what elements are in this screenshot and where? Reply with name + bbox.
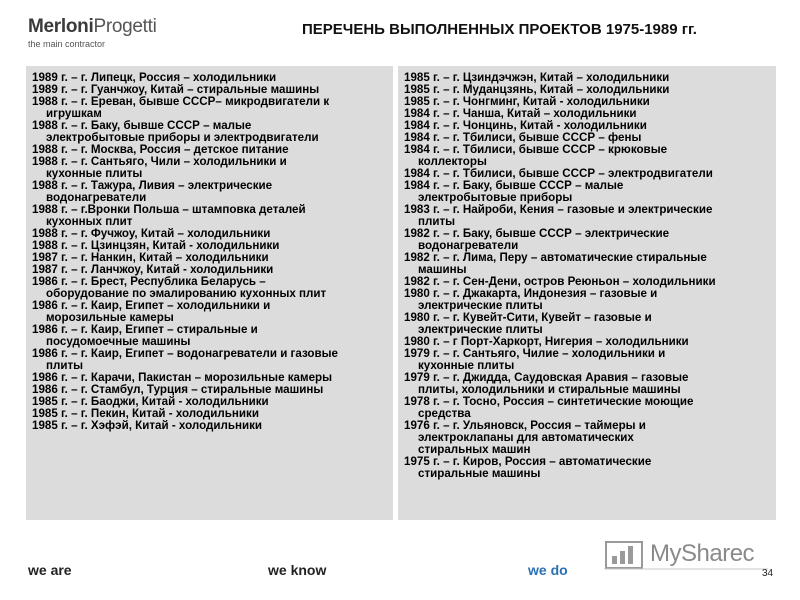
project-item: 1980 г. – г Порт-Харкорт, Нигерия – холодильники bbox=[404, 335, 689, 348]
project-item: 1984 г. – г. Баку, бывше СССР – малые электробытовые приборы bbox=[404, 179, 624, 204]
project-item: 1986 г. – г. Стамбул, Турция – стиральные машины bbox=[32, 383, 324, 396]
projects-panel-right bbox=[398, 66, 776, 520]
project-item: 1988 г. – г.Вронки Польша – штамповка деталей кухонных плит bbox=[32, 203, 306, 228]
footer-we-are: we are bbox=[28, 562, 72, 578]
projects-panel-left bbox=[26, 66, 393, 520]
project-item: 1976 г. – г. Ульяновск, Россия – таймеры и электроклапаны для автоматических стиральных машин bbox=[404, 419, 646, 456]
project-item: 1982 г. – г. Сен-Дени, остров Реюньон – холодильники bbox=[404, 275, 716, 288]
logo-word-progetti: Progetti bbox=[93, 16, 157, 37]
project-item: 1982 г. – г. Баку, бывше СССР – электрические водонагреватели bbox=[404, 227, 670, 252]
project-item: 1979 г. – г. Сантьяго, Чилие – холодильники и кухонные плиты bbox=[404, 347, 666, 372]
project-item: 1984 г. – г. Тбилиси, бывше СССР – крюковые коллекторы bbox=[404, 143, 668, 168]
project-item: 1985 г. – г. Муданцзянь, Китай – холодильники bbox=[404, 83, 670, 96]
project-item: 1984 г. – г. Тбилиси, бывше СССР – фены bbox=[404, 131, 642, 144]
project-item: 1984 г. – г. Чонцинь, Китай - холодильники bbox=[404, 119, 647, 132]
project-item: 1985 г. – г. Чонгминг, Китай - холодильники bbox=[404, 95, 650, 108]
company-logo bbox=[28, 16, 157, 49]
project-item: 1988 г. – г. Фучжоу, Китай – холодильники bbox=[32, 227, 271, 240]
project-item: 1986 г. – г. Карачи, Пакистан – морозильные камеры bbox=[32, 371, 333, 384]
project-item: 1986 г. – г. Каир, Египет – водонагреватели и газовые плиты bbox=[32, 347, 338, 372]
watermark-text: MySharec bbox=[650, 540, 755, 567]
project-item: 1988 г. – г. Тажура, Ливия – электрические водонагреватели bbox=[32, 179, 273, 204]
page-title: ПЕРЕЧЕНЬ ВЫПОЛНЕННЫХ ПРОЕКТОВ 1975-1989 гг. bbox=[302, 21, 697, 38]
project-item: 1989 г. – г. Гуанчжоу, Китай – стиральные машины bbox=[32, 83, 320, 96]
project-item: 1982 г. – г. Лима, Перу – автоматические стиральные машины bbox=[404, 251, 707, 276]
project-item: 1978 г. – г. Тосно, Россия – синтетические моющие средства bbox=[404, 395, 694, 420]
logo-tagline: the main contractor bbox=[28, 39, 106, 49]
project-item: 1975 г. – г. Киров, Россия – автоматические стиральные машины bbox=[404, 455, 652, 480]
project-item: 1986 г. – г. Брест, Республика Беларусь – оборудование по эмалированию кухонных плит bbox=[32, 275, 327, 300]
project-item: 1984 г. – г. Тбилиси, бывше СССР – электродвигатели bbox=[404, 167, 713, 180]
project-item: 1988 г. – г. Баку, бывше СССР – малые электробытовые приборы и электродвигатели bbox=[32, 119, 319, 144]
logo-wordmark bbox=[28, 16, 157, 38]
project-item: 1985 г. – г. Хэфэй, Китай - холодильники bbox=[32, 419, 263, 432]
project-item: 1985 г. – г. Пекин, Китай - холодильники bbox=[32, 407, 259, 420]
project-item: 1980 г. – г. Кувейт-Сити, Кувейт – газовые и электрические плиты bbox=[404, 311, 652, 336]
project-item: 1987 г. – г. Нанкин, Китай – холодильники bbox=[32, 251, 269, 264]
project-item: 1985 г. – г. Цзиндэчжэн, Китай – холодильники bbox=[404, 71, 670, 84]
footer-we-know: we know bbox=[268, 562, 327, 578]
project-item: 1989 г. – г. Липецк, Россия – холодильники bbox=[32, 71, 277, 84]
logo-word-merloni: Merloni bbox=[28, 16, 94, 37]
project-item: 1986 г. – г. Каир, Египет – холодильники и морозильные камеры bbox=[32, 299, 271, 324]
project-item: 1984 г. – г. Чанша, Китай – холодильники bbox=[404, 107, 637, 120]
project-item: 1980 г. – г. Джакарта, Индонезия – газовые и электрические плиты bbox=[404, 287, 658, 312]
project-item: 1988 г. – г. Москва, Россия – детское питание bbox=[32, 143, 289, 156]
project-item: 1979 г. – г. Джидда, Саудовская Аравия – газовые плиты, холодильники и стиральные машины bbox=[404, 371, 689, 396]
footer-we-do: we do bbox=[528, 562, 568, 578]
project-item: 1983 г. – г. Найроби, Кения – газовые и электрические плиты bbox=[404, 203, 713, 228]
project-item: 1987 г. – г. Ланчжоу, Китай - холодильники bbox=[32, 263, 274, 276]
page-number: 34 bbox=[762, 568, 774, 579]
project-item: 1986 г. – г. Каир, Египет – стиральные и посудомоечные машины bbox=[32, 323, 258, 348]
project-item: 1985 г. – г. Баоджи, Китай - холодильники bbox=[32, 395, 269, 408]
project-item: 1988 г. – г. Ереван, бывше СССР– микродвигатели к игрушкам bbox=[32, 95, 330, 120]
project-item: 1988 г. – г. Сантьяго, Чили – холодильники и кухонные плиты bbox=[32, 155, 287, 180]
project-item: 1988 г. – г. Цзинцзян, Китай - холодильники bbox=[32, 239, 280, 252]
